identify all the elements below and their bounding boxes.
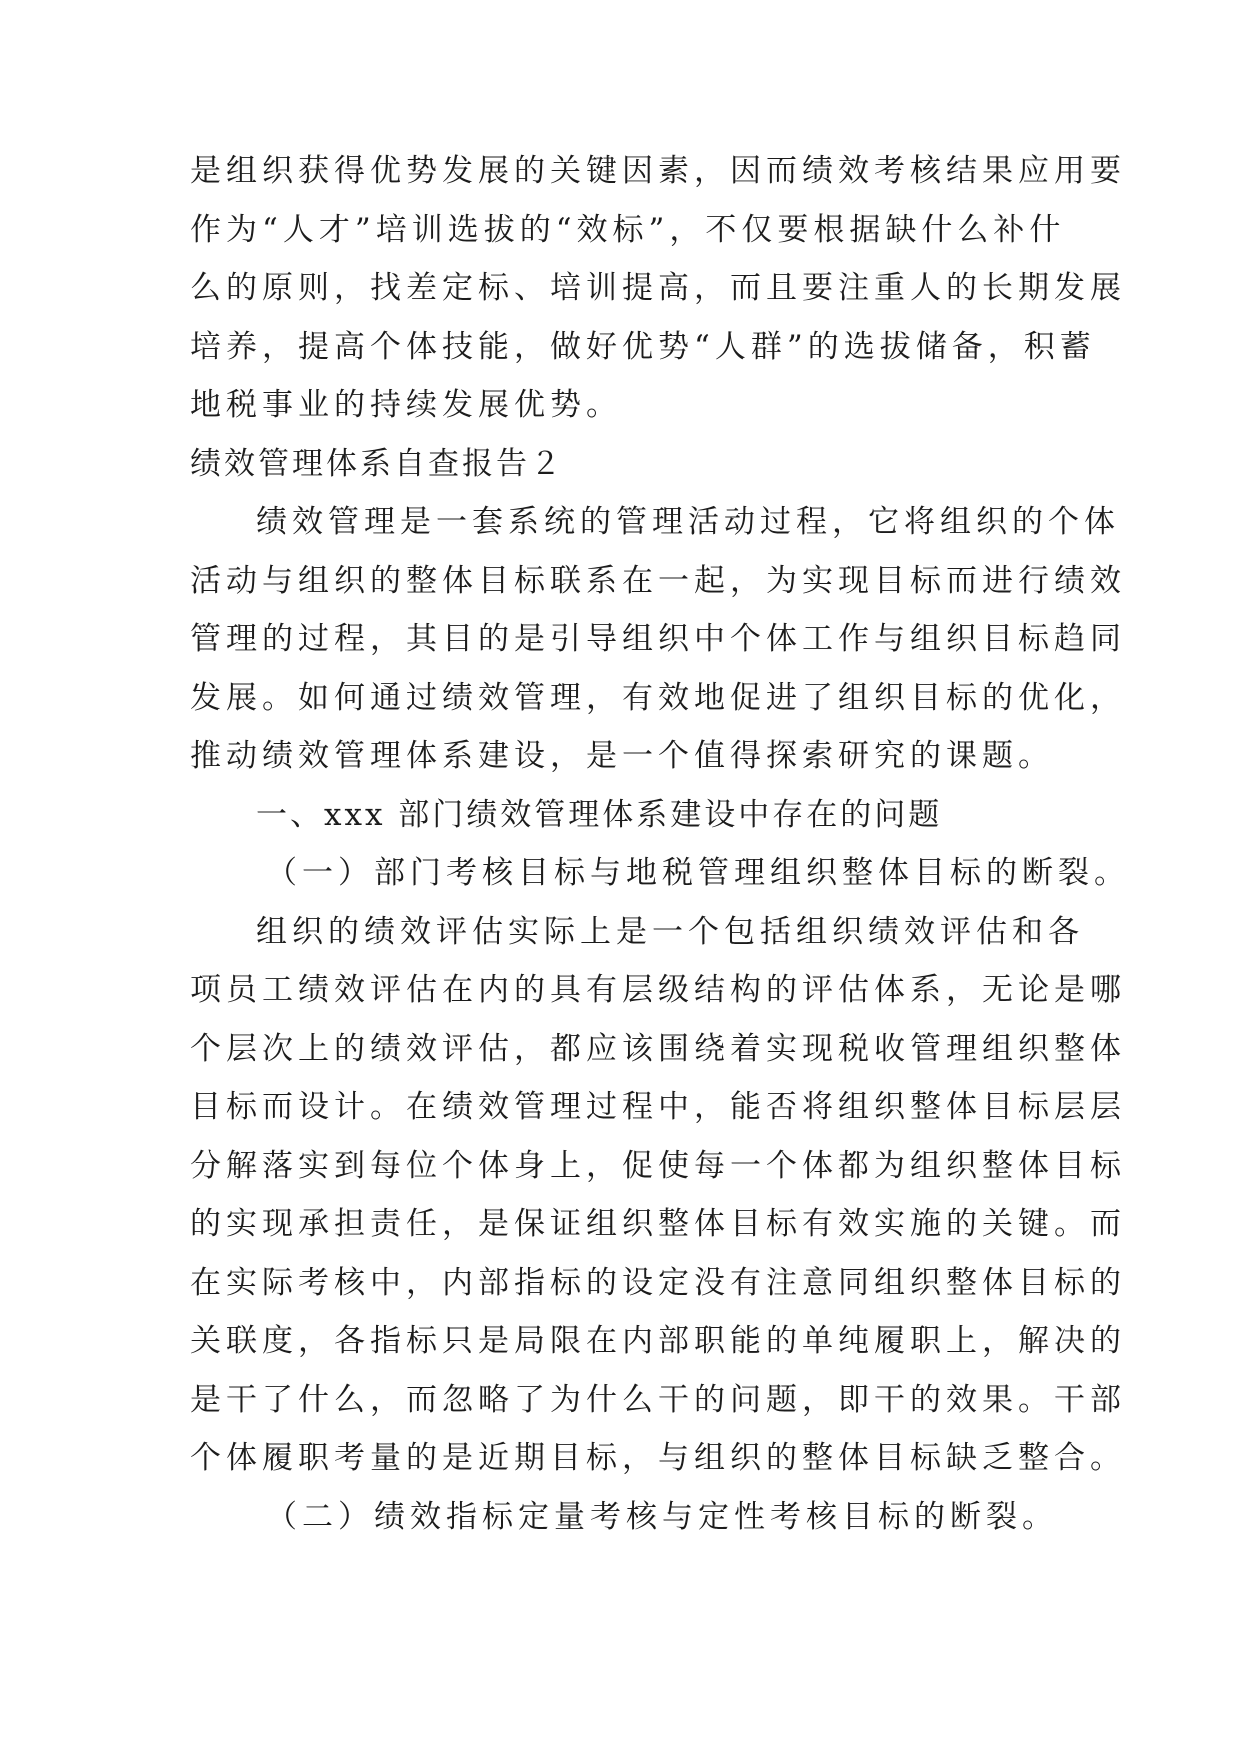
paragraph-line: 是组织获得优势发展的关键因素，因而绩效考核结果应用要 xyxy=(190,153,1126,189)
paragraph-line: 绩效管理是一套系统的管理活动过程，它将组织的个体 xyxy=(256,504,1120,540)
paragraph-line: 管理的过程，其目的是引导组织中个体工作与组织目标趋同 xyxy=(190,621,1126,657)
sub-heading: （一）部门考核目标与地税管理组织整体目标的断裂。 xyxy=(266,855,1130,891)
paragraph-line: 个层次上的绩效评估，都应该围绕着实现税收管理组织整体 xyxy=(190,1030,1126,1067)
paragraph-line: 活动与组织的整体目标联系在一起，为实现目标而进行绩效 xyxy=(190,562,1126,599)
sub-heading: （二）绩效指标定量考核与定性考核目标的断裂。 xyxy=(266,1498,1058,1535)
document-page xyxy=(190,142,1130,1546)
paragraph-line: 的实现承担责任，是保证组织整体目标有效实施的关键。而 xyxy=(190,1206,1126,1242)
report-title: 绩效管理体系自查报告２ xyxy=(190,445,564,482)
paragraph-line: 是干了什么，而忽略了为什么干的问题，即干的效果。干部 xyxy=(190,1381,1126,1418)
paragraph-line: 关联度，各指标只是局限在内部职能的单纯履职上，解决的 xyxy=(190,1323,1126,1359)
paragraph-line: 目标而设计。在绩效管理过程中，能否将组织整体目标层层 xyxy=(190,1089,1126,1125)
paragraph-line: 发展。如何通过绩效管理，有效地促进了组织目标的优化， xyxy=(190,679,1126,716)
paragraph-line: 项员工绩效评估在内的具有层级结构的评估体系，无论是哪 xyxy=(190,972,1126,1008)
paragraph-line: 么的原则，找差定标、培训提高，而且要注重人的长期发展 xyxy=(190,270,1126,306)
paragraph-line: 分解落实到每位个体身上，促使每一个体都为组织整体目标 xyxy=(190,1147,1126,1184)
paragraph-line: 推动绩效管理体系建设，是一个值得探索研究的课题。 xyxy=(190,738,1054,774)
paragraph-line: 地税事业的持续发展优势。 xyxy=(190,387,622,423)
paragraph-line: 个体履职考量的是近期目标，与组织的整体目标缺乏整合。 xyxy=(190,1440,1126,1476)
paragraph-line: 作为“人才”培训选拔的“效标”，不仅要根据缺什么补什 xyxy=(190,211,1066,248)
paragraph-line: 组织的绩效评估实际上是一个包括组织绩效评估和各 xyxy=(256,913,1084,950)
paragraph-line: 培养，提高个体技能，做好优势“人群”的选拔储备，积蓄 xyxy=(190,328,1096,365)
paragraph-line: 在实际考核中，内部指标的设定没有注意同组织整体目标的 xyxy=(190,1264,1126,1301)
section-heading: 一、xxx 部门绩效管理体系建设中存在的问题 xyxy=(256,796,943,833)
